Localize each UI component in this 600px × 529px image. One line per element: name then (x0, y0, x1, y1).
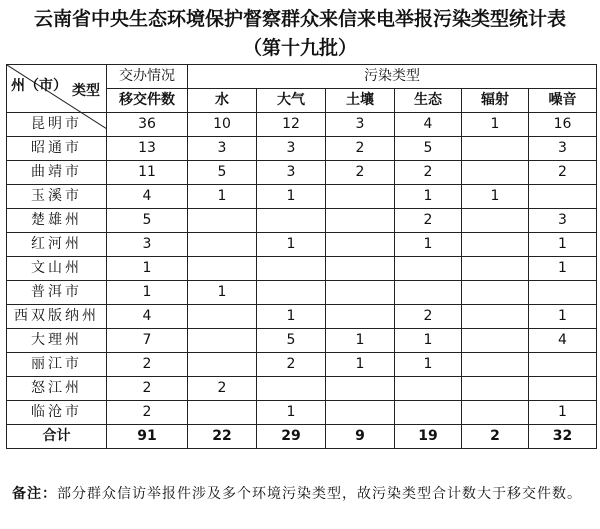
column-header: 噪音 (529, 89, 597, 113)
value-cell: 2 (395, 305, 462, 329)
value-cell (326, 233, 395, 257)
value-cell: 12 (257, 113, 326, 137)
value-cell: 2 (529, 161, 597, 185)
value-cell: 1 (257, 233, 326, 257)
value-cell: 2 (395, 209, 462, 233)
group-handling-header: 交办情况 (107, 65, 188, 89)
value-cell: 4 (107, 185, 188, 209)
value-cell (257, 257, 326, 281)
value-cell: 1 (257, 401, 326, 425)
value-cell (326, 377, 395, 401)
value-cell: 4 (395, 113, 462, 137)
value-cell: 1 (395, 185, 462, 209)
value-cell: 1 (395, 329, 462, 353)
value-cell: 1 (462, 113, 529, 137)
value-cell: 2 (107, 401, 188, 425)
column-header: 生态 (395, 89, 462, 113)
value-cell (462, 233, 529, 257)
value-cell (462, 281, 529, 305)
table-subtitle: （第十九批） (242, 37, 357, 59)
city-name: 怒江州 (7, 377, 107, 401)
column-header: 辐射 (462, 89, 529, 113)
total-row (7, 425, 597, 449)
column-header: 土壤 (326, 89, 395, 113)
table-row (7, 281, 597, 305)
value-cell: 11 (107, 161, 188, 185)
value-cell: 2 (326, 137, 395, 161)
value-cell: 1 (326, 329, 395, 353)
city-name: 西双版纳州 (7, 305, 107, 329)
value-cell: 1 (462, 185, 529, 209)
value-cell: 13 (107, 137, 188, 161)
value-cell: 1 (257, 305, 326, 329)
value-cell: 1 (188, 185, 257, 209)
total-label: 合计 (7, 425, 107, 449)
table-row (7, 161, 597, 185)
value-cell: 3 (257, 137, 326, 161)
value-cell: 1 (529, 305, 597, 329)
value-cell (188, 233, 257, 257)
value-cell: 1 (107, 257, 188, 281)
table-row (7, 377, 597, 401)
statistics-table (6, 64, 597, 449)
value-cell: 9 (326, 425, 395, 449)
value-cell (326, 185, 395, 209)
value-cell (462, 209, 529, 233)
value-cell: 19 (395, 425, 462, 449)
value-cell: 1 (529, 257, 597, 281)
value-cell (188, 209, 257, 233)
table-row (7, 305, 597, 329)
value-cell: 1 (188, 281, 257, 305)
footnote-text: 部分群众信访举报件涉及多个环境污染类型，故污染类型合计数大于移交件数。 (57, 486, 582, 502)
table-row (7, 185, 597, 209)
table-row (7, 257, 597, 281)
value-cell: 2 (257, 353, 326, 377)
table-row (7, 353, 597, 377)
city-name: 昆明市 (7, 113, 107, 137)
value-cell (529, 185, 597, 209)
value-cell: 1 (529, 401, 597, 425)
value-cell (257, 377, 326, 401)
value-cell (188, 305, 257, 329)
value-cell: 1 (326, 353, 395, 377)
value-cell (188, 257, 257, 281)
column-header: 水 (188, 89, 257, 113)
value-cell (529, 353, 597, 377)
table-row (7, 401, 597, 425)
header-row-1 (7, 65, 597, 89)
corner-city-label: 州（市） (11, 78, 67, 94)
table-body (7, 113, 597, 449)
value-cell: 3 (529, 209, 597, 233)
footnote-label: 备注： (12, 486, 57, 502)
table-row (7, 209, 597, 233)
value-cell: 5 (395, 137, 462, 161)
table-row (7, 137, 597, 161)
city-name: 丽江市 (7, 353, 107, 377)
value-cell (462, 401, 529, 425)
value-cell: 2 (188, 377, 257, 401)
value-cell: 2 (326, 161, 395, 185)
value-cell (395, 377, 462, 401)
value-cell (326, 401, 395, 425)
value-cell (462, 305, 529, 329)
city-name: 红河州 (7, 233, 107, 257)
value-cell: 91 (107, 425, 188, 449)
value-cell (462, 257, 529, 281)
value-cell (257, 281, 326, 305)
value-cell: 5 (257, 329, 326, 353)
corner-type-label: 类型 (72, 83, 100, 99)
value-cell: 1 (395, 233, 462, 257)
value-cell (395, 257, 462, 281)
value-cell: 32 (529, 425, 597, 449)
corner-cell (7, 65, 107, 113)
value-cell: 1 (395, 353, 462, 377)
value-cell: 1 (257, 185, 326, 209)
value-cell: 2 (462, 425, 529, 449)
value-cell (326, 305, 395, 329)
value-cell: 3 (107, 233, 188, 257)
value-cell (188, 329, 257, 353)
city-name: 文山州 (7, 257, 107, 281)
value-cell: 29 (257, 425, 326, 449)
value-cell (462, 161, 529, 185)
group-pollution-header: 污染类型 (188, 65, 597, 89)
value-cell: 3 (188, 137, 257, 161)
city-name: 昭通市 (7, 137, 107, 161)
value-cell: 10 (188, 113, 257, 137)
value-cell (462, 353, 529, 377)
city-name: 曲靖市 (7, 161, 107, 185)
value-cell (257, 209, 326, 233)
city-name: 楚雄州 (7, 209, 107, 233)
value-cell: 3 (326, 113, 395, 137)
value-cell: 2 (107, 353, 188, 377)
value-cell (188, 353, 257, 377)
value-cell: 3 (529, 137, 597, 161)
value-cell (395, 281, 462, 305)
column-header: 移交件数 (107, 89, 188, 113)
value-cell (462, 329, 529, 353)
footnote (12, 483, 592, 506)
value-cell: 5 (107, 209, 188, 233)
value-cell (326, 209, 395, 233)
value-cell: 2 (395, 161, 462, 185)
column-header: 大气 (257, 89, 326, 113)
value-cell: 22 (188, 425, 257, 449)
table-row (7, 233, 597, 257)
city-name: 玉溪市 (7, 185, 107, 209)
value-cell: 5 (188, 161, 257, 185)
value-cell: 3 (257, 161, 326, 185)
value-cell (462, 137, 529, 161)
value-cell (326, 257, 395, 281)
table-title: 云南省中央生态环境保护督察群众来信来电举报污染类型统计表 (33, 8, 566, 30)
city-name: 大理州 (7, 329, 107, 353)
value-cell (395, 401, 462, 425)
value-cell: 16 (529, 113, 597, 137)
value-cell (188, 401, 257, 425)
city-name: 临沧市 (7, 401, 107, 425)
value-cell (326, 281, 395, 305)
value-cell: 2 (107, 377, 188, 401)
city-name: 普洱市 (7, 281, 107, 305)
value-cell: 4 (529, 329, 597, 353)
value-cell: 36 (107, 113, 188, 137)
value-cell: 1 (107, 281, 188, 305)
table-row (7, 329, 597, 353)
value-cell (462, 377, 529, 401)
value-cell: 7 (107, 329, 188, 353)
value-cell: 4 (107, 305, 188, 329)
value-cell (529, 377, 597, 401)
value-cell: 1 (529, 233, 597, 257)
value-cell (529, 281, 597, 305)
